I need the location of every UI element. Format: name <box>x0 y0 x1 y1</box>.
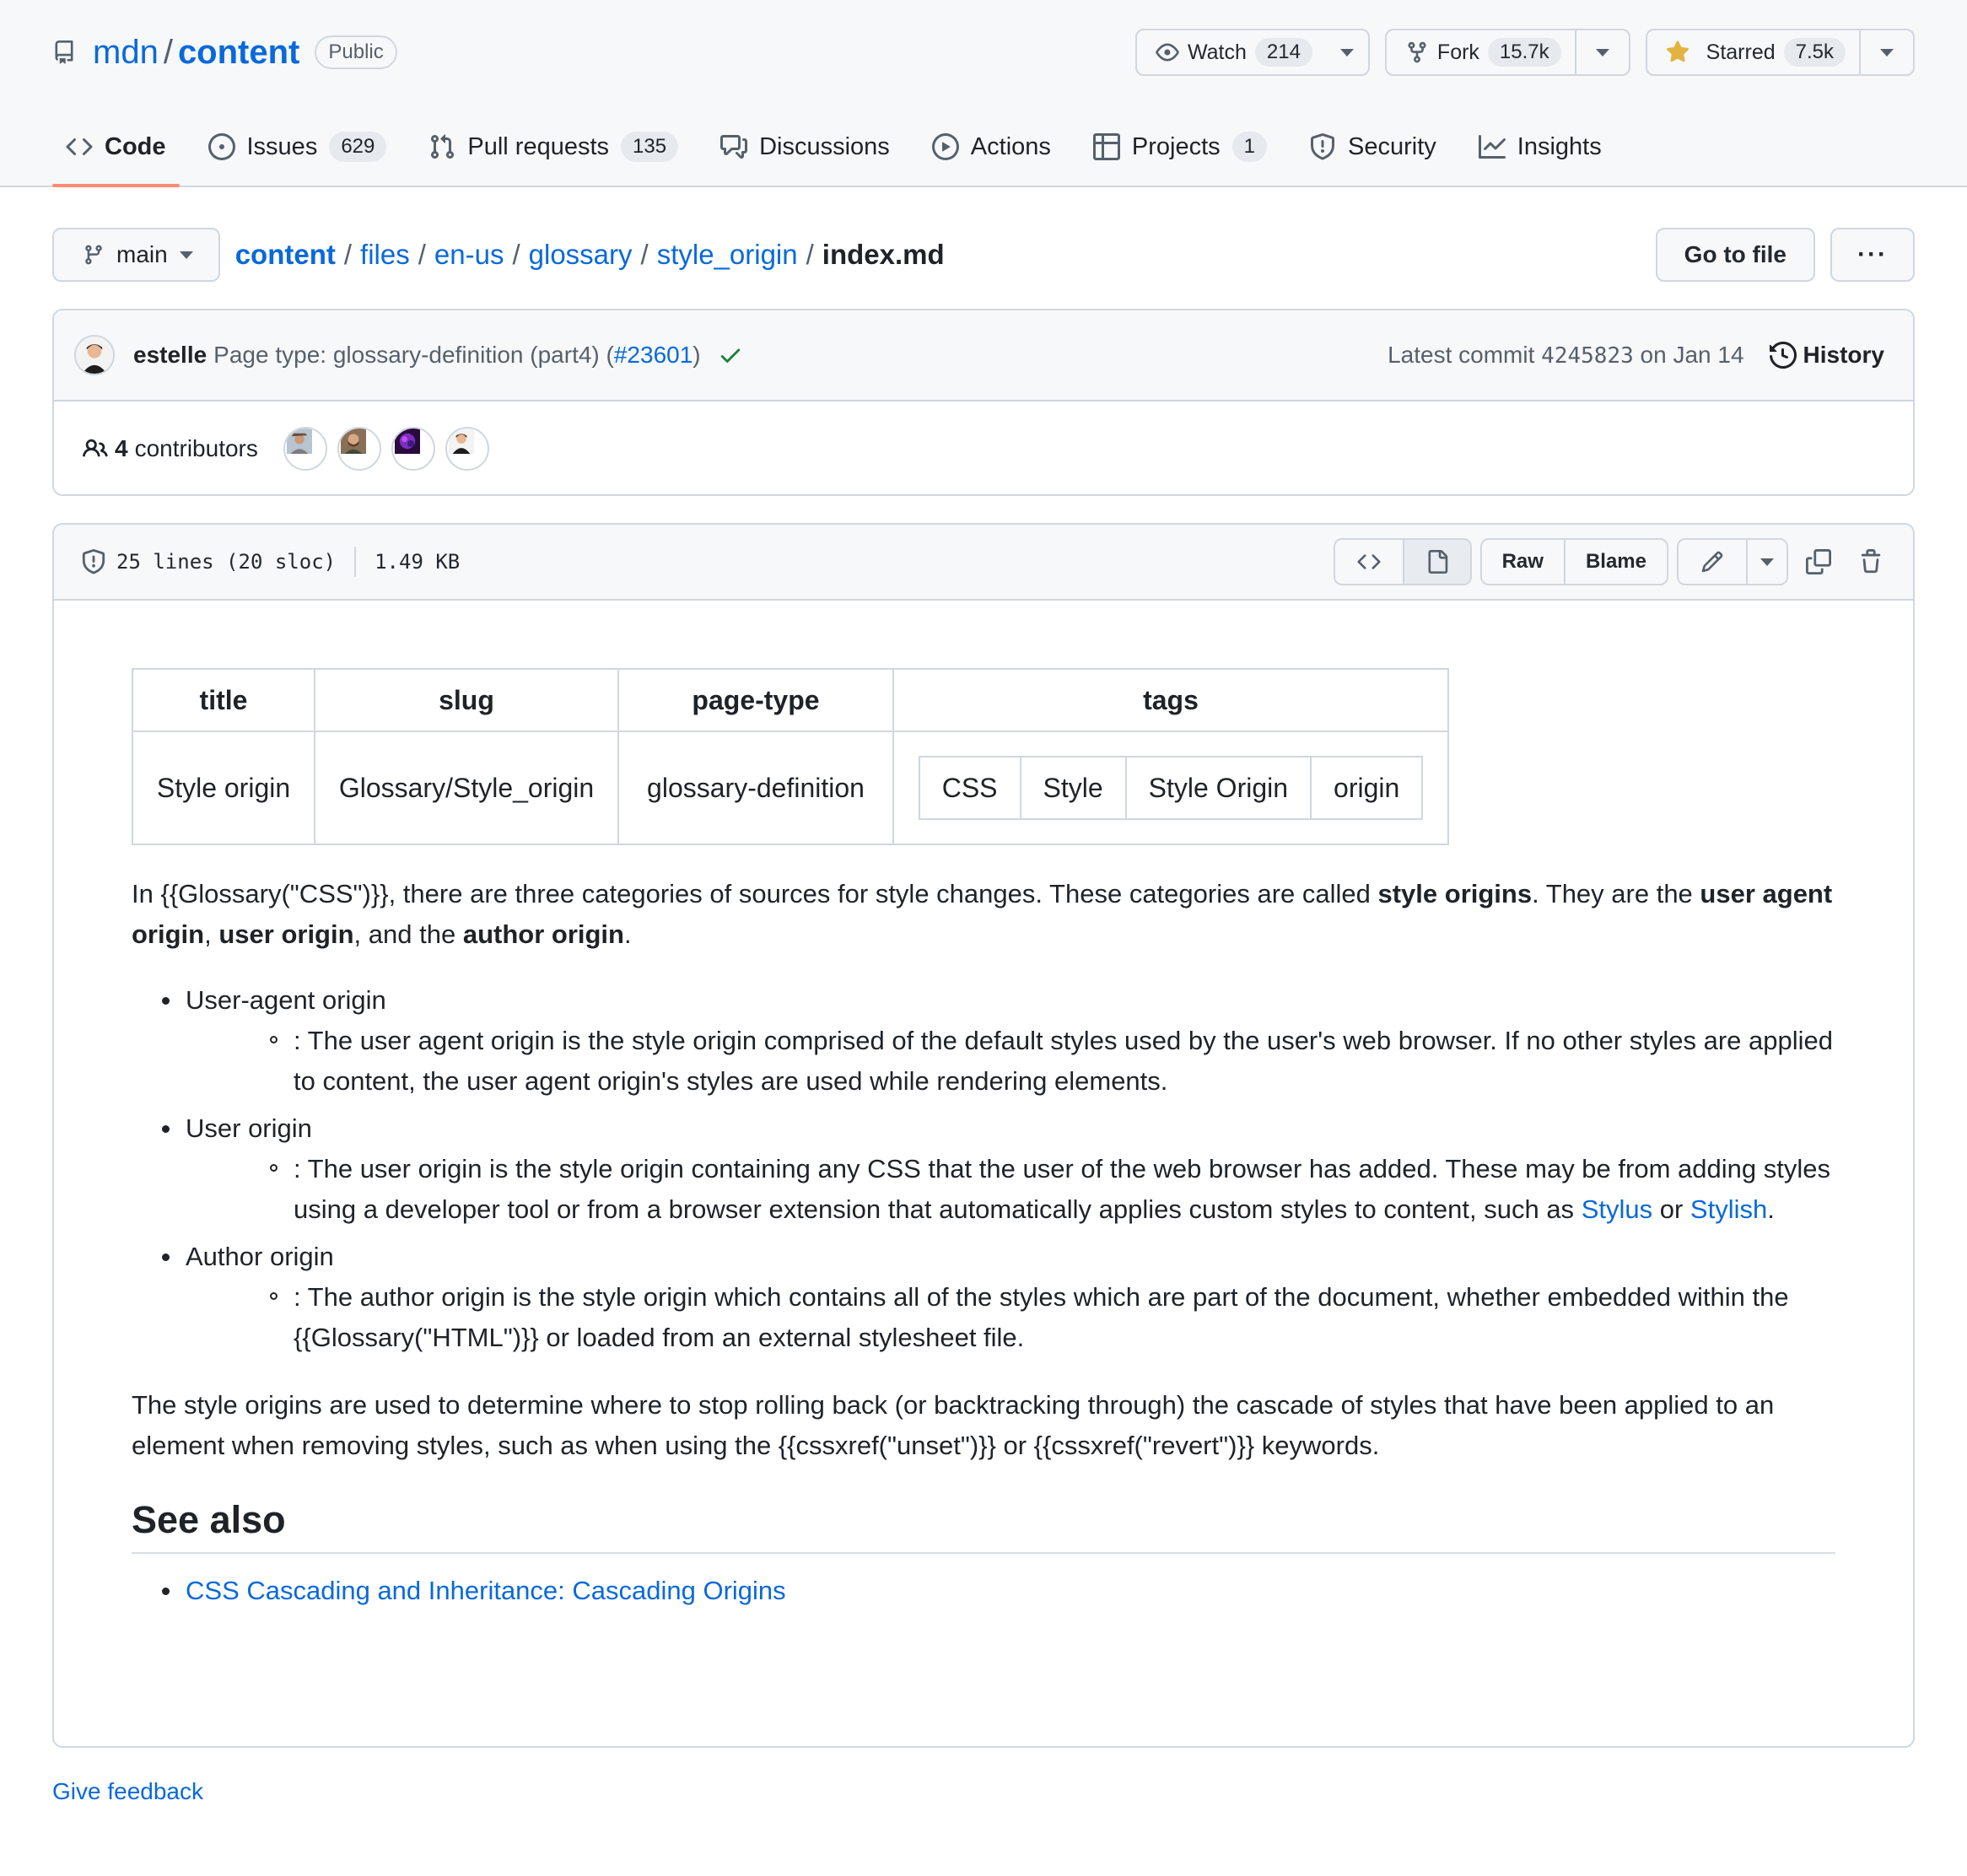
repo-owner-link[interactable]: mdn <box>93 33 159 71</box>
term: User origin <box>186 1113 312 1143</box>
list-item <box>186 1149 1835 1230</box>
people-icon <box>81 436 110 461</box>
text: : The user origin is the style origin containing any CSS that the user of the web browser has added. These may be from adding styles using a developer tool or from a browser extension that automatically applies custom styles to content, such as <box>294 1154 1830 1224</box>
caret-down-icon <box>1596 49 1609 57</box>
history-link[interactable] <box>1770 342 1884 369</box>
fork-button[interactable] <box>1385 29 1630 76</box>
tab-label: Insights <box>1517 132 1602 160</box>
copy-icon <box>1806 549 1831 574</box>
file-line-count: 25 lines (20 sloc) <box>116 550 337 574</box>
file-nav-buttons <box>1656 228 1915 282</box>
tag-cell: CSS <box>919 757 1021 819</box>
term: Author origin <box>186 1242 334 1271</box>
bold-text: author origin <box>462 919 624 949</box>
breadcrumb-separator: / <box>640 239 649 270</box>
table-header: title <box>132 669 315 731</box>
tab-label: Security <box>1348 132 1436 160</box>
give-feedback-link[interactable]: Give feedback <box>52 1778 203 1804</box>
bold-text: user origin <box>218 919 354 949</box>
table-header-row <box>132 669 1448 731</box>
history-icon <box>1770 342 1797 369</box>
branch-selector[interactable] <box>52 228 220 282</box>
table-icon <box>1093 133 1120 160</box>
caret-down-icon <box>180 251 193 259</box>
avatar[interactable] <box>283 427 327 471</box>
commit-author-link[interactable]: estelle <box>133 342 207 368</box>
avatar-image <box>393 429 422 454</box>
graph-icon <box>1479 133 1506 160</box>
tab-label: Code <box>105 132 166 160</box>
delete-button[interactable] <box>1849 538 1893 585</box>
commit-message-close: ) <box>692 342 701 368</box>
issues-count: 629 <box>329 132 386 162</box>
breadcrumb-separator: / <box>343 239 353 270</box>
table-row <box>132 731 1448 844</box>
list-item: : The user agent origin is the style origin comprised of the default styles used by the user's web browser. If no other styles are applied to content, the user agent origin's styles are used while rendering elements. <box>186 1021 1835 1102</box>
breadcrumb-link[interactable]: files <box>360 239 410 270</box>
tag-cell: Style Origin <box>1126 757 1311 819</box>
list-item <box>132 1108 1835 1230</box>
commit-message[interactable] <box>213 342 700 369</box>
stylish-link[interactable]: Stylish <box>1689 1194 1768 1224</box>
table-row <box>919 757 1423 819</box>
latest-commit-label: Latest commit <box>1388 342 1535 368</box>
origins-list <box>132 980 1835 1358</box>
pull-requests-count: 135 <box>621 132 678 162</box>
intro-paragraph <box>132 874 1835 955</box>
caret-down-icon <box>1760 558 1774 566</box>
table-header: tags <box>893 669 1448 731</box>
table-cell: Glossary/Style_origin <box>315 731 618 844</box>
frontmatter-table <box>132 668 1449 845</box>
repo-name-link[interactable]: content <box>177 33 300 71</box>
code-icon <box>1357 550 1381 574</box>
text: . <box>623 919 632 949</box>
avatar-image <box>447 429 476 454</box>
star-label: Starred <box>1706 40 1776 64</box>
fork-icon <box>1405 40 1429 64</box>
tab-pull-requests[interactable] <box>415 118 692 175</box>
current-file-name: index.md <box>822 239 945 270</box>
file-icon <box>1425 550 1449 574</box>
edit-group <box>1677 538 1788 585</box>
star-filled-icon <box>1666 40 1689 64</box>
go-to-file-button[interactable]: Go to file <box>1656 228 1815 282</box>
pencil-icon <box>1700 550 1724 574</box>
file-viewer <box>52 523 1915 1748</box>
caret-down-icon <box>1340 49 1354 57</box>
watch-button[interactable] <box>1135 29 1370 76</box>
commit-pr-link[interactable]: #23601 <box>613 342 693 368</box>
tab-issues[interactable] <box>195 118 401 175</box>
latest-commit-bar <box>54 310 1913 402</box>
markdown-body <box>132 668 1835 1611</box>
text: or <box>1652 1194 1690 1224</box>
contributors-label[interactable]: contributors <box>134 435 258 461</box>
repo-actions <box>1135 29 1915 76</box>
file-header <box>54 525 1913 601</box>
sub-list <box>186 1277 1835 1358</box>
table-header: slug <box>315 669 618 731</box>
watch-label: Watch <box>1187 40 1247 64</box>
fork-count: 15.7k <box>1488 38 1561 67</box>
avatar[interactable] <box>337 427 381 471</box>
source-view-button[interactable] <box>1335 540 1403 584</box>
tab-label: Actions <box>970 132 1051 160</box>
edit-dropdown[interactable] <box>1746 540 1786 584</box>
commit-message-text[interactable]: Page type: glossary-definition (part4) ( <box>213 342 614 368</box>
commit-sha-link[interactable]: 4245823 <box>1541 343 1634 369</box>
play-icon <box>932 133 959 160</box>
shield-icon <box>1309 133 1336 160</box>
avatar[interactable] <box>391 427 435 471</box>
code-icon <box>66 133 93 160</box>
pull-request-icon <box>428 133 455 160</box>
copy-button[interactable] <box>1797 538 1840 585</box>
bold-text: user agent origin <box>132 879 1833 949</box>
file-path-row <box>52 228 1915 282</box>
discussions-icon <box>720 133 747 160</box>
sub-list <box>186 1021 1835 1102</box>
avatar-image <box>285 429 314 454</box>
breadcrumb-separator: / <box>806 239 814 270</box>
repo-title <box>52 29 397 76</box>
list-item: : The author origin is the style origin which contains all of the styles which are part of the document, whether embedded within the {{Glossary("HTML")}} or loaded from an external stylesheet file. <box>186 1277 1835 1358</box>
see-also-link[interactable]: CSS Cascading and Inheritance: Cascading Origins <box>186 1576 786 1605</box>
list-item <box>132 1237 1835 1358</box>
repo-icon <box>52 39 76 66</box>
tab-actions[interactable] <box>919 118 1064 175</box>
list-item <box>132 980 1835 1102</box>
star-button[interactable] <box>1646 29 1915 76</box>
breadcrumb <box>235 239 945 271</box>
caret-down-icon <box>1880 49 1894 57</box>
tags-cell <box>893 731 1448 844</box>
view-mode-toggle <box>1334 538 1472 585</box>
repo-nav-tabs <box>52 118 1630 187</box>
breadcrumb-separator: / <box>418 239 426 270</box>
tab-discussions[interactable] <box>707 118 903 175</box>
see-also-list <box>132 1571 1835 1611</box>
breadcrumb-root-link[interactable]: content <box>234 239 336 270</box>
star-dropdown[interactable] <box>1859 30 1913 74</box>
star-count: 7.5k <box>1784 38 1846 67</box>
avatar-image <box>76 337 113 374</box>
check-icon[interactable] <box>718 342 743 368</box>
list-item <box>132 1571 1835 1611</box>
tab-code[interactable] <box>52 118 180 175</box>
term: User-agent origin <box>186 985 386 1015</box>
tab-security[interactable] <box>1296 118 1450 175</box>
raw-button[interactable]: Raw <box>1501 550 1544 573</box>
outro-paragraph: The style origins are used to determine where to stop rolling back (or backtracking through) the cascade of styles that have been applied to an element when removing styles, such as when using the {{cssxref("unset")}} or {{cssxref("revert")}} keywords. <box>132 1390 1775 1460</box>
eye-icon <box>1156 40 1179 64</box>
text: In {{Glossary("CSS")}}, there are three categories of sources for style changes. These categories are called <box>132 879 1378 908</box>
table-cell: Style origin <box>132 731 315 844</box>
tab-label: Issues <box>246 132 318 160</box>
issue-icon <box>208 133 235 160</box>
sub-list <box>186 1149 1835 1230</box>
text: . <box>1767 1194 1775 1224</box>
text: . They are the <box>1532 879 1700 908</box>
contributor-avatars <box>283 427 489 471</box>
divider <box>354 547 356 577</box>
tab-label: Projects <box>1131 132 1221 160</box>
tags-table <box>919 756 1424 820</box>
tab-label: Discussions <box>759 132 890 160</box>
see-also-heading: See also <box>132 1500 1835 1554</box>
branch-name: main <box>116 241 168 267</box>
table-cell: glossary-definition <box>618 731 893 844</box>
tag-cell: Style <box>1021 757 1126 819</box>
breadcrumb-link[interactable]: glossary <box>528 239 633 270</box>
edit-button[interactable] <box>1679 540 1746 584</box>
watch-dropdown[interactable] <box>1326 30 1368 74</box>
history-label: History <box>1803 342 1884 368</box>
breadcrumb-link[interactable]: style_origin <box>656 239 798 270</box>
trash-icon <box>1858 549 1883 574</box>
text: , <box>204 919 219 949</box>
blame-button[interactable]: Blame <box>1564 540 1667 584</box>
tab-projects[interactable] <box>1080 118 1280 175</box>
repo-header <box>0 0 1967 187</box>
file-toolbar <box>1334 538 1893 585</box>
avatar[interactable] <box>445 427 489 471</box>
contributors-count[interactable]: 4 <box>115 435 128 461</box>
file-size: 1.49 KB <box>375 550 461 574</box>
slash-separator: / <box>163 33 173 71</box>
visibility-badge: Public <box>315 35 396 69</box>
avatar-image <box>339 429 368 454</box>
rendered-view-button[interactable] <box>1403 540 1470 584</box>
watch-count: 214 <box>1255 38 1312 67</box>
stylus-link[interactable]: Stylus <box>1581 1194 1653 1224</box>
text: , and the <box>353 919 463 949</box>
breadcrumb-separator: / <box>512 239 520 270</box>
code-square-icon <box>81 548 106 575</box>
tag-cell: origin <box>1311 757 1422 819</box>
tab-insights[interactable] <box>1465 118 1615 175</box>
raw-blame-group <box>1480 538 1668 585</box>
breadcrumb-link[interactable]: en-us <box>434 239 504 270</box>
projects-count: 1 <box>1232 132 1267 162</box>
commit-date: on Jan 14 <box>1640 342 1744 368</box>
table-header: page-type <box>618 669 893 731</box>
tab-label: Pull requests <box>467 132 610 160</box>
contributors-row <box>54 402 1913 496</box>
latest-commit-info <box>1388 342 1743 369</box>
bold-text: style origins <box>1377 879 1533 908</box>
commit-box <box>52 309 1915 496</box>
more-options-button[interactable]: ··· <box>1830 228 1915 282</box>
avatar[interactable] <box>74 335 115 375</box>
branch-icon <box>83 242 105 267</box>
fork-label: Fork <box>1436 40 1479 64</box>
fork-dropdown[interactable] <box>1575 30 1629 74</box>
